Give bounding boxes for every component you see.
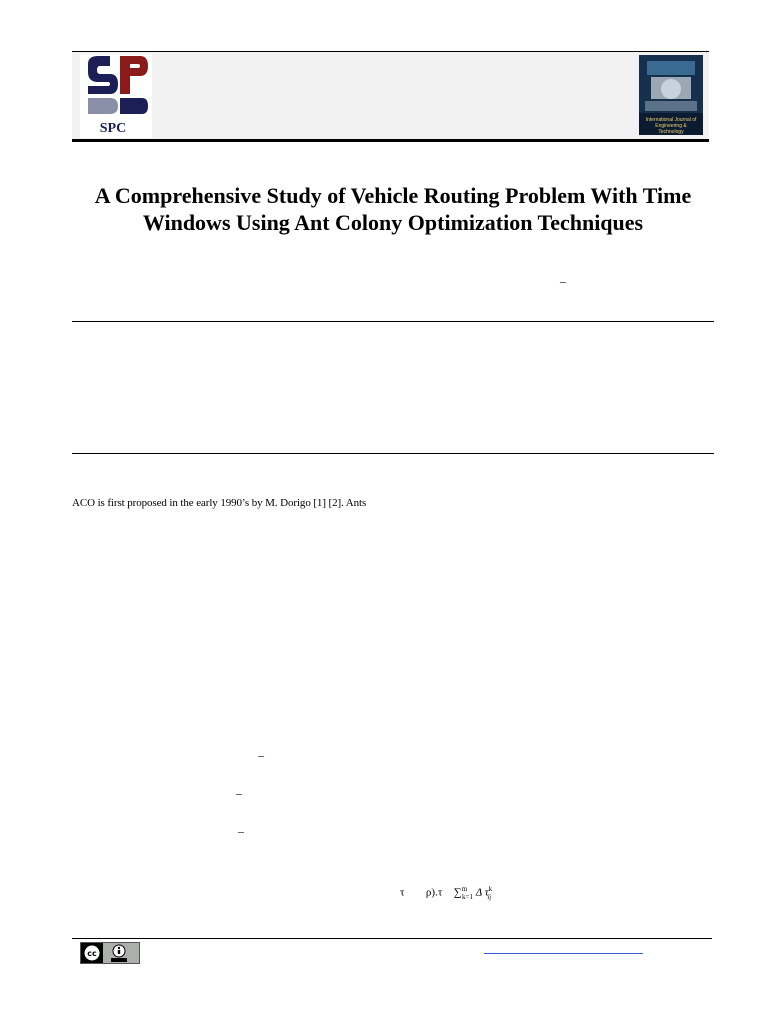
formula-sum-upper: m	[461, 885, 468, 893]
intro-text: ACO is first proposed in the early 1990’s by M. Dorigo [1] [2]. Ants	[72, 497, 367, 509]
journal-cover-icon	[639, 55, 703, 135]
formula-sum-lower: k=1	[462, 892, 473, 901]
list-dash-2: –	[236, 786, 242, 800]
abstract-bottom-rule	[72, 453, 714, 454]
formula-delta-sub: ij	[487, 892, 492, 901]
doi-link-underline[interactable]	[484, 953, 643, 954]
abstract-top-rule	[72, 321, 714, 322]
formula-delta-sup: k	[488, 885, 493, 893]
pheromone-update-formula	[400, 885, 491, 901]
footer-rule	[72, 938, 712, 939]
creative-commons-by-icon[interactable]	[80, 942, 140, 964]
journal-header-band	[72, 52, 709, 140]
formula-delta-tau: Δ τ	[475, 886, 489, 899]
list-dash-3: –	[238, 824, 244, 838]
cover-title: International Journal of Engineering & Technology	[645, 117, 697, 135]
logo-text: SPC	[99, 121, 127, 136]
paper-title: A Comprehensive Study of Vehicle Routing Problem With Time Windows Using Ant Colony Optimization Techniques	[94, 183, 692, 235]
affiliation-dash: –	[560, 274, 566, 288]
list-dash-1: –	[258, 748, 264, 762]
formula-tau: τ	[400, 886, 405, 899]
header-bottom-rule	[72, 139, 709, 142]
formula-rho-part: ρ).τ	[425, 886, 443, 899]
svg-text:cc: cc	[87, 949, 97, 958]
formula-sum-symbol: ∑	[453, 886, 462, 899]
